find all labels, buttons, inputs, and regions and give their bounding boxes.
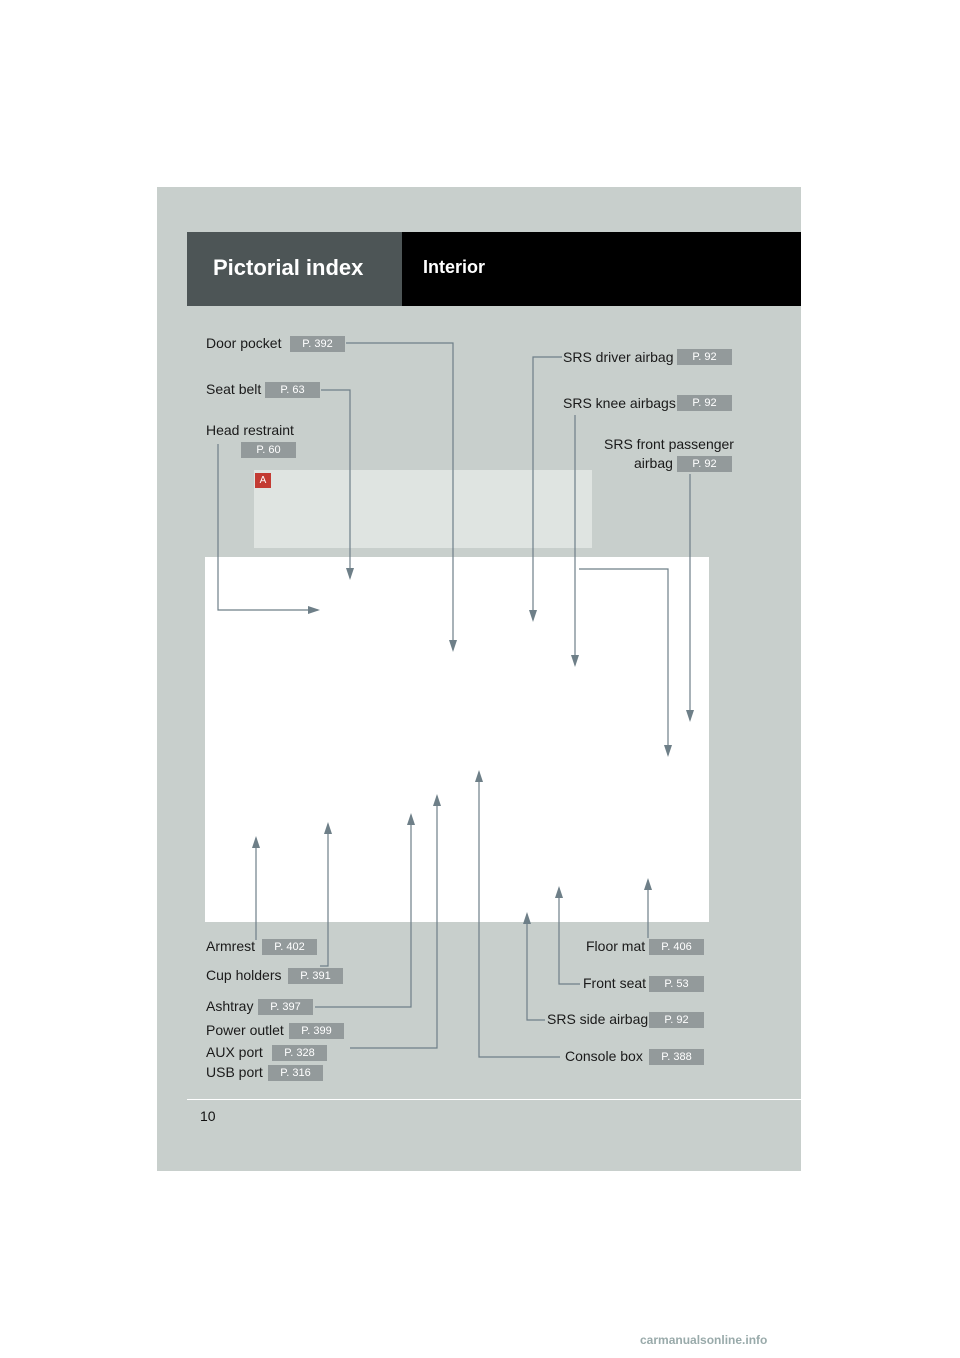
head-restraint-page-ref[interactable]: P. 60 <box>241 442 296 458</box>
srs-driver-airbag-page-ref[interactable]: P. 92 <box>677 349 732 365</box>
srs-front-passenger-label-line2: airbag <box>634 455 673 471</box>
cup-holders-page-ref[interactable]: P. 391 <box>288 968 343 984</box>
seat-belt-page-ref[interactable]: P. 63 <box>265 382 320 398</box>
cup-holders-leader <box>320 824 328 966</box>
srs-knee-airbags-label: SRS knee airbags <box>563 395 676 411</box>
usb-port-page-ref[interactable]: P. 316 <box>268 1065 323 1081</box>
door-pocket-page-ref[interactable]: P. 392 <box>290 336 345 352</box>
section-title: Interior <box>423 257 486 277</box>
srs-knee-airbags-page-ref[interactable]: P. 92 <box>677 395 732 411</box>
page-number: 10 <box>200 1108 216 1124</box>
cup-holders-label: Cup holders <box>206 967 282 983</box>
head-restraint-leader <box>218 444 318 610</box>
footer-divider <box>187 1099 801 1100</box>
front-seat-page-ref[interactable]: P. 53 <box>649 976 704 992</box>
ashtray-page-ref[interactable]: P. 397 <box>258 999 313 1015</box>
srs-side-airbag-label: SRS side airbag <box>547 1011 649 1027</box>
console-box-page-ref[interactable]: P. 388 <box>649 1049 704 1065</box>
armrest-label: Armrest <box>206 938 255 954</box>
aux-port-label: AUX port <box>206 1044 263 1060</box>
front-seat-leader <box>559 888 580 984</box>
aux-port-page-ref[interactable]: P. 328 <box>272 1045 327 1061</box>
seat-belt-leader <box>321 390 350 578</box>
usb-port-label: USB port <box>206 1064 263 1080</box>
power-outlet-leader <box>350 796 437 1048</box>
srs-driver-airbag-leader <box>533 357 562 620</box>
power-outlet-page-ref[interactable]: P. 399 <box>289 1023 344 1039</box>
floor-mat-page-ref[interactable]: P. 406 <box>649 939 704 955</box>
srs-front-passenger-label-line1: SRS front passenger <box>604 436 734 452</box>
srs-front-passenger-page-ref[interactable]: P. 92 <box>677 456 732 472</box>
console-box-label: Console box <box>565 1048 643 1064</box>
door-pocket-leader <box>346 343 453 650</box>
srs-knee-bracket-leader <box>579 569 668 755</box>
armrest-page-ref[interactable]: P. 402 <box>262 939 317 955</box>
view-badge: A <box>255 473 271 488</box>
power-outlet-label: Power outlet <box>206 1022 284 1038</box>
front-seat-label: Front seat <box>583 975 647 991</box>
floor-mat-label: Floor mat <box>586 938 646 954</box>
ashtray-label: Ashtray <box>206 998 254 1014</box>
srs-side-airbag-leader <box>527 914 545 1020</box>
head-restraint-label: Head restraint <box>206 422 294 438</box>
door-pocket-label: Door pocket <box>206 335 282 351</box>
site-watermark: carmanualsonline.info <box>640 1333 768 1347</box>
page-title: Pictorial index <box>213 255 364 280</box>
seat-belt-label: Seat belt <box>206 381 262 397</box>
srs-driver-airbag-label: SRS driver airbag <box>563 349 674 365</box>
srs-side-airbag-page-ref[interactable]: P. 92 <box>649 1012 704 1028</box>
